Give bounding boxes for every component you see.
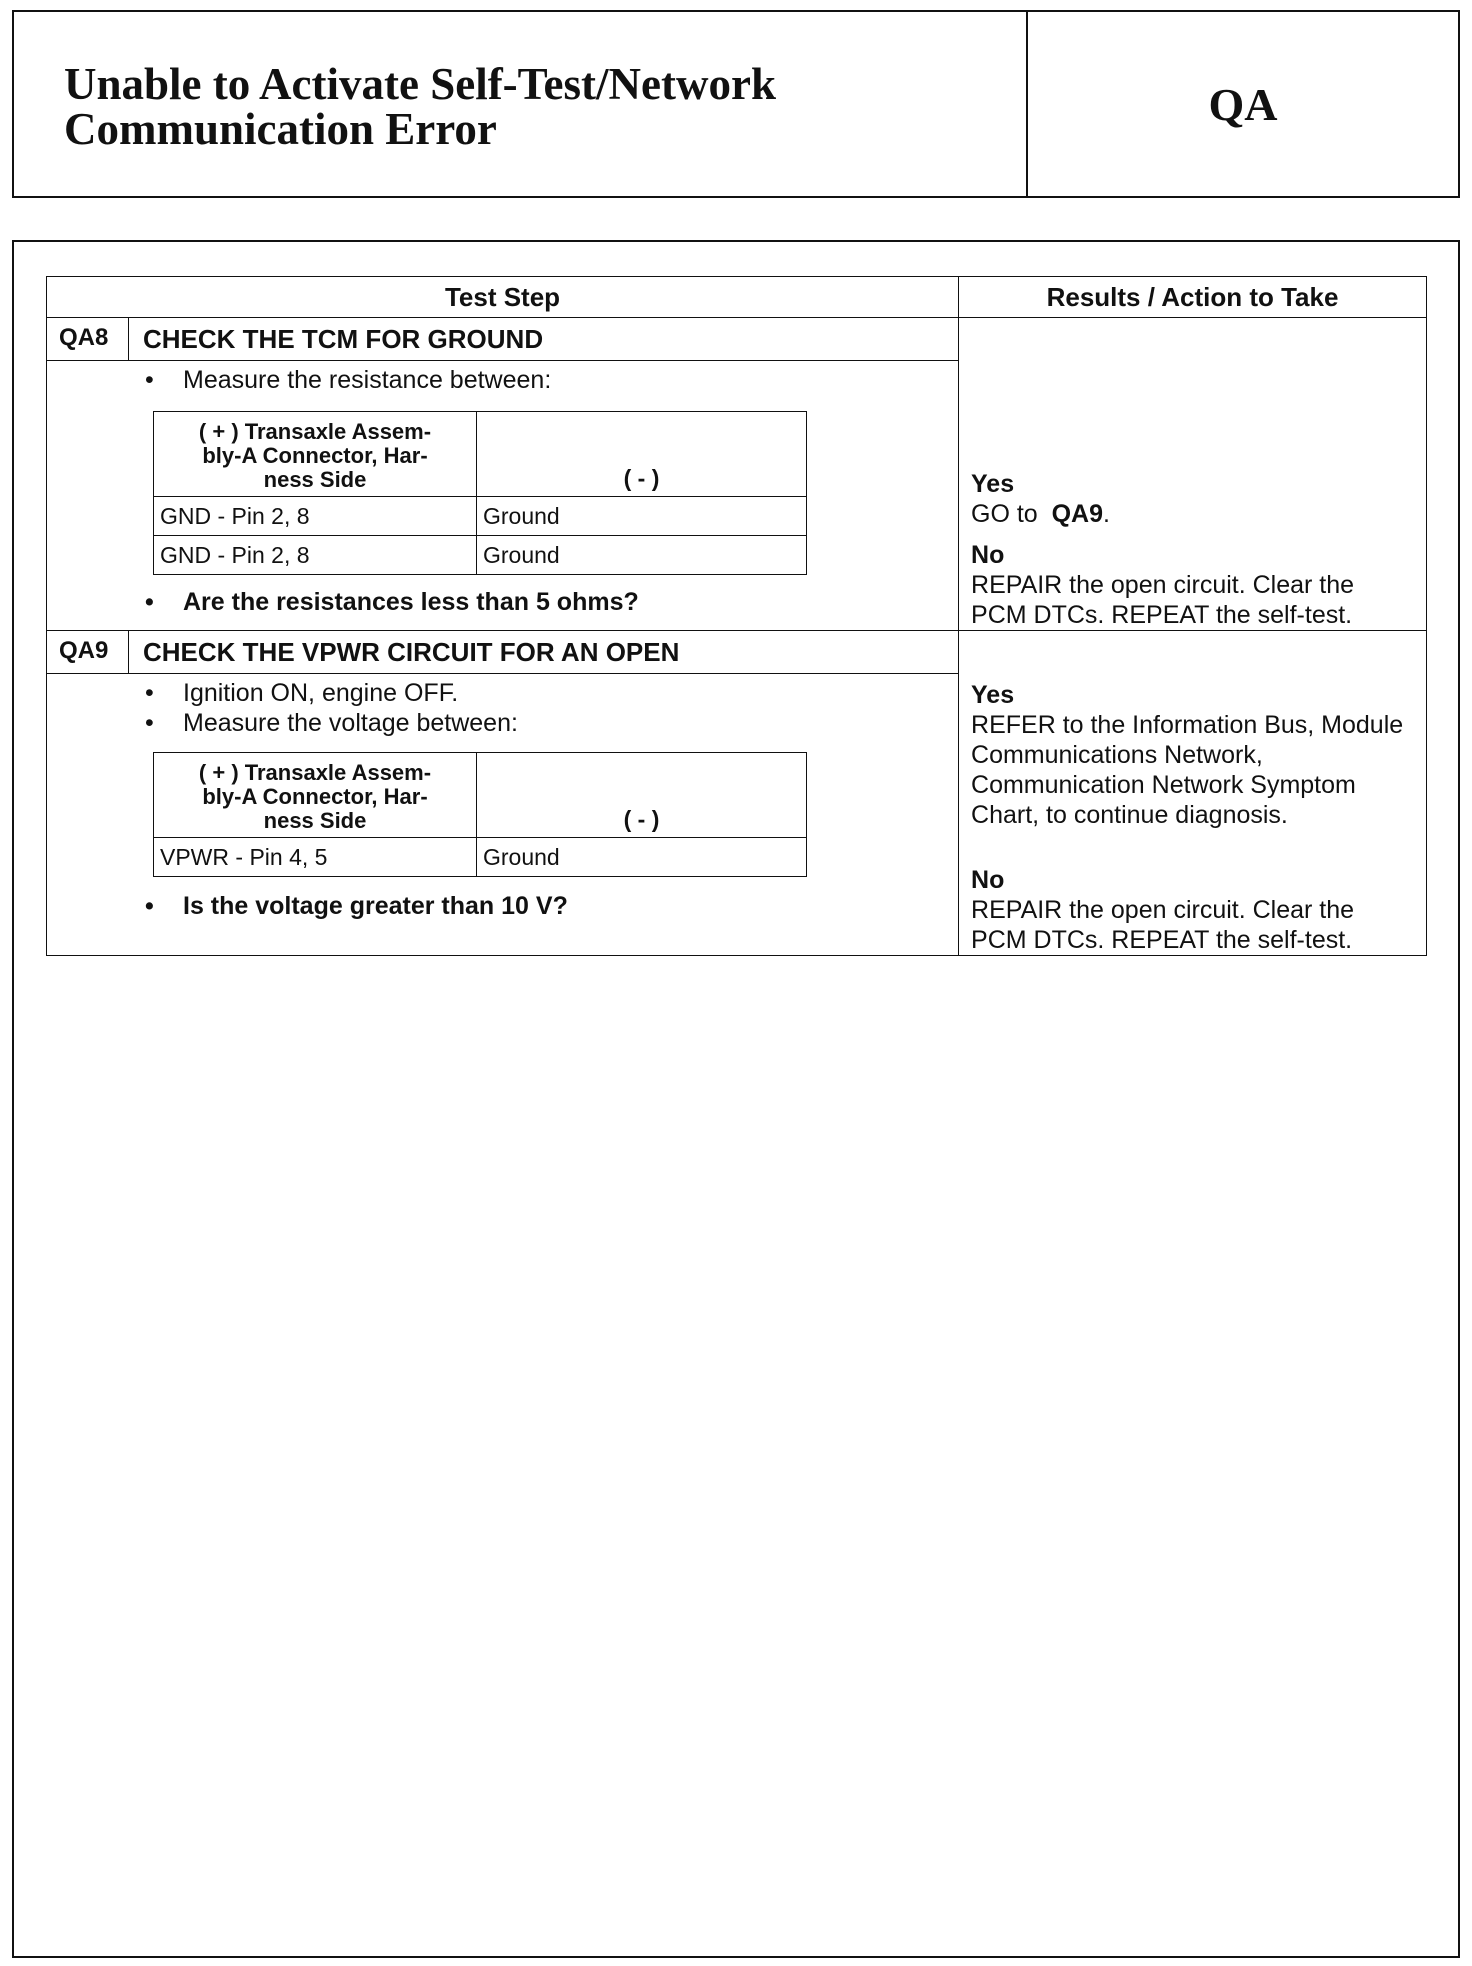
measurement-pos: VPWR - Pin 4, 5 <box>154 838 477 877</box>
question-text: Are the resistances less than 5 ohms? <box>183 588 639 616</box>
bullet-text: Measure the voltage between: <box>183 709 518 737</box>
header-line: ness Side <box>263 467 367 492</box>
measurement-neg: Ground <box>477 838 807 877</box>
page-title <box>64 59 1004 154</box>
measurement-pos: GND - Pin 2, 8 <box>154 497 477 536</box>
header-line: ( + ) Transaxle Assem- <box>198 760 432 785</box>
yes-goto-target: QA9 <box>1051 500 1104 528</box>
measurement-header-positive <box>154 753 477 838</box>
bullet-icon: • <box>145 709 154 737</box>
measurement-neg: Ground <box>477 497 807 536</box>
no-text: REPAIR the open circuit. Clear the PCM DTCs. REPEAT the self-test. <box>971 896 1355 954</box>
bullet-icon: • <box>145 366 154 394</box>
yes-text: REFER to the Information Bus, Module Communications Network, Communication Network Symptom Chart, to continue diagnosis. <box>971 711 1404 829</box>
step-results <box>959 631 1427 956</box>
section-code: QA <box>1208 78 1278 130</box>
measurement-header-negative: ( - ) <box>477 753 807 838</box>
measurement-table <box>153 752 807 877</box>
yes-label: Yes <box>971 681 1015 709</box>
step-title-row <box>47 631 1427 674</box>
col-header-test-step: Test Step <box>47 277 959 318</box>
bullet-text: Ignition ON, engine OFF. <box>183 679 459 707</box>
title-line-2: Communication Error <box>64 104 497 154</box>
header-line: ness Side <box>263 808 367 833</box>
measurement-header-positive <box>154 412 477 497</box>
step-body <box>47 361 959 631</box>
step-title: CHECK THE TCM FOR GROUND <box>129 318 959 361</box>
bullet-text: Measure the resistance between: <box>183 366 552 394</box>
header-line: ( + ) Transaxle Assem- <box>198 419 432 444</box>
measurement-header-negative: ( - ) <box>477 412 807 497</box>
step-title: CHECK THE VPWR CIRCUIT FOR AN OPEN <box>129 631 959 674</box>
header-line: bly-A Connector, Har- <box>202 443 428 468</box>
step-title-row <box>47 318 1427 361</box>
bullet-icon: • <box>145 588 154 616</box>
measurement-row <box>154 536 807 575</box>
title-line-1: Unable to Activate Self-Test/Network <box>64 59 776 109</box>
yes-text: GO to QA9. <box>971 500 1110 528</box>
bullet-item <box>145 365 958 395</box>
header-box <box>12 10 1460 198</box>
measurement-header-row <box>154 753 807 838</box>
measurement-row <box>154 838 807 877</box>
header-line: bly-A Connector, Har- <box>202 784 428 809</box>
measurement-pos: GND - Pin 2, 8 <box>154 536 477 575</box>
yes-goto-text: GO to <box>971 500 1038 528</box>
step-id: QA9 <box>47 631 129 674</box>
question-text: Is the voltage greater than 10 V? <box>183 892 568 920</box>
col-header-results: Results / Action to Take <box>959 277 1427 318</box>
measurement-neg: Ground <box>477 536 807 575</box>
no-label: No <box>971 866 1005 894</box>
measurement-table <box>153 411 807 575</box>
bullet-item <box>145 678 958 708</box>
step-body <box>47 674 959 956</box>
measurement-header-row <box>154 412 807 497</box>
bullet-icon: • <box>145 892 154 920</box>
step-results <box>959 318 1427 631</box>
yes-label: Yes <box>971 470 1015 498</box>
measurement-row <box>154 497 807 536</box>
no-text: REPAIR the open circuit. Clear the PCM DTCs. REPEAT the self-test. <box>971 571 1355 629</box>
question-item <box>145 587 958 617</box>
bullet-item <box>145 708 958 738</box>
step-id: QA8 <box>47 318 129 361</box>
bullet-icon: • <box>145 679 154 707</box>
no-label: No <box>971 541 1005 569</box>
question-item <box>145 891 958 921</box>
table-header-row <box>47 277 1427 318</box>
diagnostic-table <box>46 276 1427 956</box>
